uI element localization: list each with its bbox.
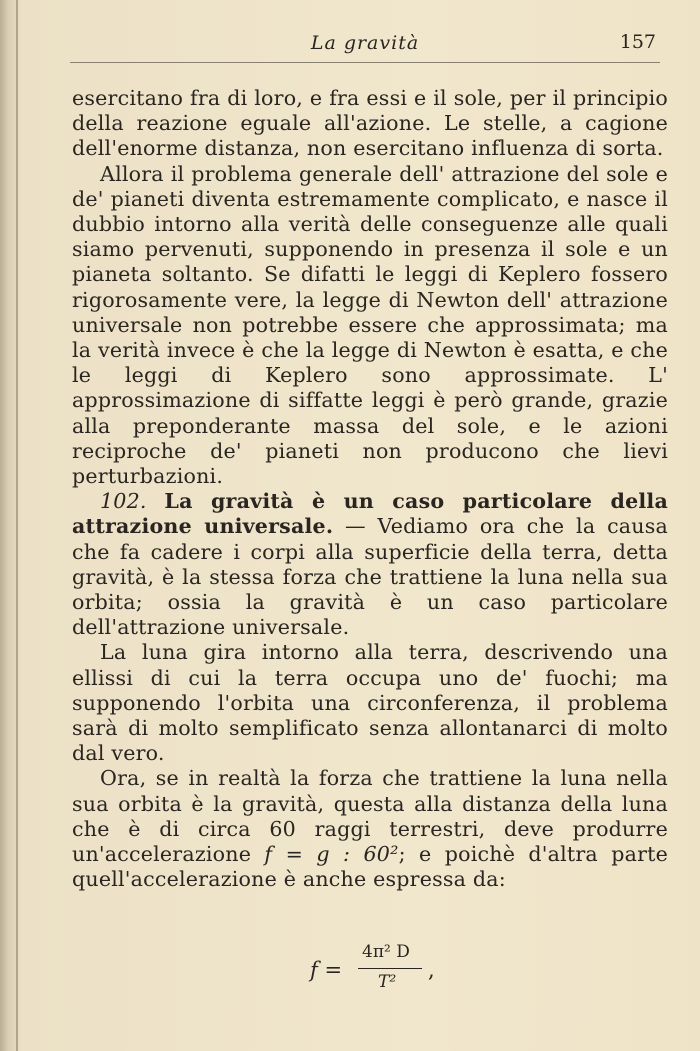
paragraph-4 <box>72 766 668 892</box>
formula-denominator: T² <box>378 972 397 992</box>
section-title: La gravità è un caso particolare della attrazione universale. <box>72 489 668 539</box>
page-number: 157 <box>619 31 656 53</box>
section-number: 102. <box>100 489 147 514</box>
display-formula <box>300 938 480 996</box>
inline-formula: f = g : 60² <box>264 842 399 867</box>
paragraph-2: Allora il problema generale dell' attrazione del sole e de' pianeti diventa estremamente complicato, e nasce il dubbio intorno alla verità delle conseguenze alle quali siamo pervenuti, supponendo in presenza il sole e un pianeta soltanto. Se difatti le leggi di Keplero fossero rigorosamente vere, la legge di Newton dell' attrazione universale non potrebbe essere che approssimata; ma la verità invece è che la legge di Newton è esatta, e che le leggi di Keplero sono approssimate. L' approssimazione di siffatte leggi è però grande, grazie alla preponderante massa del sole, e le azioni reciproche de' pianeti non producono che lievi perturbazioni. <box>72 161 668 489</box>
running-title: La gravità <box>310 32 420 54</box>
formula-trailing-comma: , <box>428 958 435 982</box>
page-header <box>70 28 660 63</box>
paragraph-4-text-after: ; e poichè d'altra parte quell'accelerazione è anche espressa da: <box>72 842 668 892</box>
formula-lhs: f = <box>310 958 343 982</box>
page-body <box>72 86 668 893</box>
section-102 <box>72 489 668 640</box>
formula-numerator: 4π² D <box>362 942 410 962</box>
paragraph-3: La luna gira intorno alla terra, descrivendo una ellissi di cui la terra occupa uno de' fuochi; ma supponendo l'orbita una circonferenza, il problema sarà di molto semplificato senza allontanarci di molto dal vero. <box>72 640 668 766</box>
paragraph-4-text-before: Ora, se in realtà la forza che trattiene la luna nella sua orbita è la gravità, questa alla distanza della luna che è di circa 60 raggi terrestri, deve produrre un'accelerazione <box>72 766 668 867</box>
paragraph-1: esercitano fra di loro, e fra essi e il sole, per il principio della reazione eguale all'azione. Le stelle, a cagione dell'enorme distanza, non esercitano influenza di sorta. <box>72 86 668 161</box>
section-text: — Vediamo ora che la causa che fa cadere i corpi alla superficie della terra, detta gravità, è la stessa forza che trattiene la luna nella sua orbita; ossia la gravità è un caso particolare dell'attrazione universale. <box>72 514 668 640</box>
fraction-bar <box>358 968 422 969</box>
book-spine-shadow <box>16 0 18 1051</box>
